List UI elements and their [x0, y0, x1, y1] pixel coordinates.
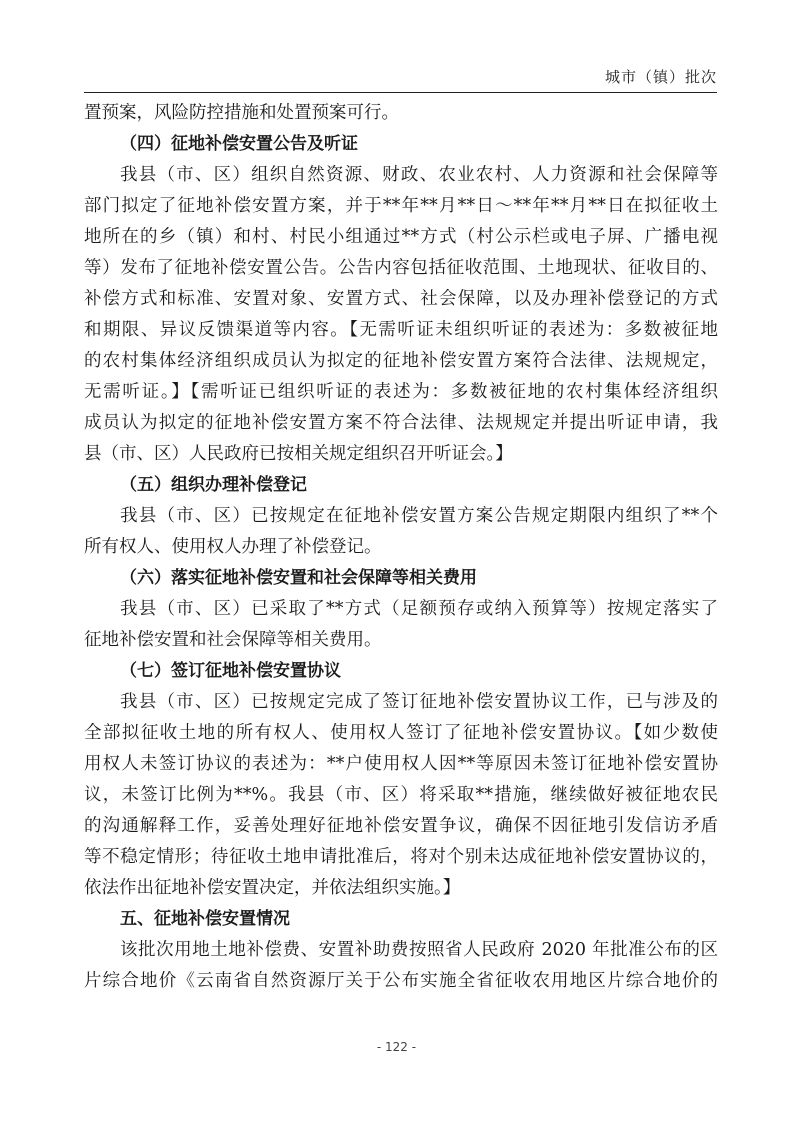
paragraph-line: 等）发布了征地补偿安置公告。公告内容包括征收范围、土地现状、征收目的、 — [84, 258, 718, 278]
paragraph-line: 县（市、区）人民政府已按相关规定组织召开听证会。】 — [84, 444, 513, 464]
paragraph-line: 我县（市、区）已按规定完成了签订征地补偿安置协议工作，已与涉及的 — [120, 692, 718, 712]
paragraph-line: 置预案，风险防控措施和处置预案可行。 — [84, 103, 399, 123]
paragraph-line: 所有权人、使用权人办理了补偿登记。 — [84, 537, 382, 557]
paragraph-line: 我县（市、区）已采取了**方式（足额预存或纳入预算等）按规定落实了 — [120, 599, 718, 619]
paragraph-line: 补偿方式和标准、安置对象、安置方式、社会保障，以及办理补偿登记的方式 — [84, 289, 718, 309]
paragraph-line: 征地补偿安置和社会保障等相关费用。 — [84, 630, 382, 650]
paragraph-line: 的农村集体经济组织成员认为拟定的征地补偿安置方案符合法律、法规规定， — [84, 351, 718, 371]
paragraph-line: 和期限、异议反馈渠道等内容。【无需听证未组织听证的表述为：多数被征地 — [84, 320, 718, 340]
paragraph-line: 无需听证。】【需听证已组织听证的表述为：多数被征地的农村集体经济组织 — [84, 382, 718, 402]
section-heading: （七）签订征地补偿安置协议 — [120, 661, 341, 681]
paragraph-line: 成员认为拟定的征地补偿安置方案不符合法律、法规规定并提出听证申请，我 — [84, 413, 718, 433]
page-header — [84, 62, 717, 93]
paragraph-line: 的沟通解释工作，妥善处理好征地补偿安置争议，确保不因征地引发信访矛盾 — [84, 816, 718, 836]
section-heading: （六）落实征地补偿安置和社会保障等相关费用 — [120, 568, 477, 588]
page-number: - 122 - — [376, 1040, 417, 1054]
paragraph-line: 我县（市、区）已按规定在征地补偿安置方案公告规定期限内组织了**个 — [120, 506, 718, 526]
document-body — [84, 98, 718, 997]
paragraph-line: 全部拟征收土地的所有权人、使用权人签订了征地补偿安置协议。【如少数使 — [84, 723, 718, 743]
section-heading: （四）征地补偿安置公告及听证 — [120, 134, 358, 154]
section-heading: 五、征地补偿安置情况 — [120, 909, 290, 929]
paragraph-line: 用权人未签订协议的表述为：**户使用权人因**等原因未签订征地补偿安置协 — [84, 754, 718, 774]
paragraph-line: 依法作出征地补偿安置决定，并依法组织实施。】 — [84, 878, 461, 898]
section-heading: （五）组织办理补偿登记 — [120, 475, 307, 495]
paragraph-line: 我县（市、区）组织自然资源、财政、农业农村、人力资源和社会保障等 — [120, 165, 718, 185]
paragraph-line: 议，未签订比例为**%。我县（市、区）将采取**措施，继续做好被征地农民 — [84, 785, 718, 805]
paragraph-line: 地所在的乡（镇）和村、村民小组通过**方式（村公示栏或电子屏、广播电视 — [84, 227, 718, 247]
paragraph-line: 片综合地价《云南省自然资源厅关于公布实施全省征收农用地区片综合地价的 — [84, 971, 718, 991]
paragraph-line: 该批次用地土地补偿费、安置补助费按照省人民政府 2020 年批准公布的区 — [120, 940, 718, 960]
paragraph-line: 部门拟定了征地补偿安置方案，并于**年**月**日～**年**月**日在拟征收土 — [84, 196, 718, 216]
paragraph-line: 等不稳定情形；待征收土地申请批准后，将对个别未达成征地补偿安置协议的， — [84, 847, 718, 867]
header-title: 城市（镇）批次 — [604, 68, 717, 86]
